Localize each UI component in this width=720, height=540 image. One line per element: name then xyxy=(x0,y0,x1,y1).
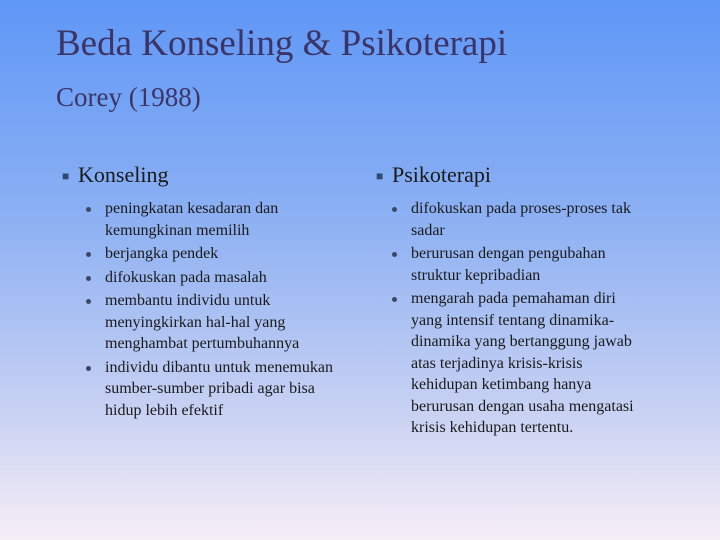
item-list xyxy=(62,198,352,421)
list-item xyxy=(62,357,352,422)
list-item xyxy=(62,198,352,241)
column-heading xyxy=(376,162,666,188)
list-item-text: mengarah pada pemahaman diri yang intensif tentang dinamika-dinamika yang bertanggung jawab atas terjadinya krisis-krisis kehidupan ketimbang hanya berurusan dengan usaha mengatasi krisis kehidupan tertentu. xyxy=(411,290,634,436)
round-bullet-icon xyxy=(392,207,397,212)
slide-title: Beda Konseling & Psikoterapi xyxy=(56,23,508,64)
round-bullet-icon xyxy=(86,252,91,257)
list-item xyxy=(376,288,666,439)
list-item xyxy=(62,290,352,355)
list-item-text: membantu individu untuk menyingkirkan hal-hal yang menghambat pertumbuhannya xyxy=(105,292,300,352)
list-item-text: individu dibantu untuk menemukan sumber-sumber pribadi agar bisa hidup lebih efektif xyxy=(105,358,333,419)
item-list xyxy=(376,198,666,439)
square-bullet-icon: ■ xyxy=(376,169,384,183)
list-item-text: difokuskan pada proses-proses tak sadar xyxy=(411,200,631,239)
column-psikoterapi xyxy=(376,162,666,441)
round-bullet-icon xyxy=(392,252,397,257)
round-bullet-icon xyxy=(86,276,91,281)
column-konseling xyxy=(62,162,352,423)
list-item-text: peningkatan kesadaran dan kemungkinan memilih xyxy=(105,200,279,239)
square-bullet-icon: ■ xyxy=(62,169,70,183)
column-heading-label: Psikoterapi xyxy=(392,162,491,187)
list-item xyxy=(376,243,666,286)
list-item xyxy=(62,243,352,265)
round-bullet-icon xyxy=(86,366,91,371)
round-bullet-icon xyxy=(392,297,397,302)
slide-subtitle: Corey (1988) xyxy=(56,82,201,112)
round-bullet-icon xyxy=(86,207,91,212)
list-item xyxy=(376,198,666,241)
round-bullet-icon xyxy=(86,299,91,304)
column-heading xyxy=(62,162,352,188)
list-item-text: berurusan dengan pengubahan struktur kepribadian xyxy=(411,245,606,284)
column-heading-label: Konseling xyxy=(78,162,169,187)
list-item xyxy=(62,267,352,289)
list-item-text: berjangka pendek xyxy=(105,245,219,262)
list-item-text: difokuskan pada masalah xyxy=(105,268,267,286)
